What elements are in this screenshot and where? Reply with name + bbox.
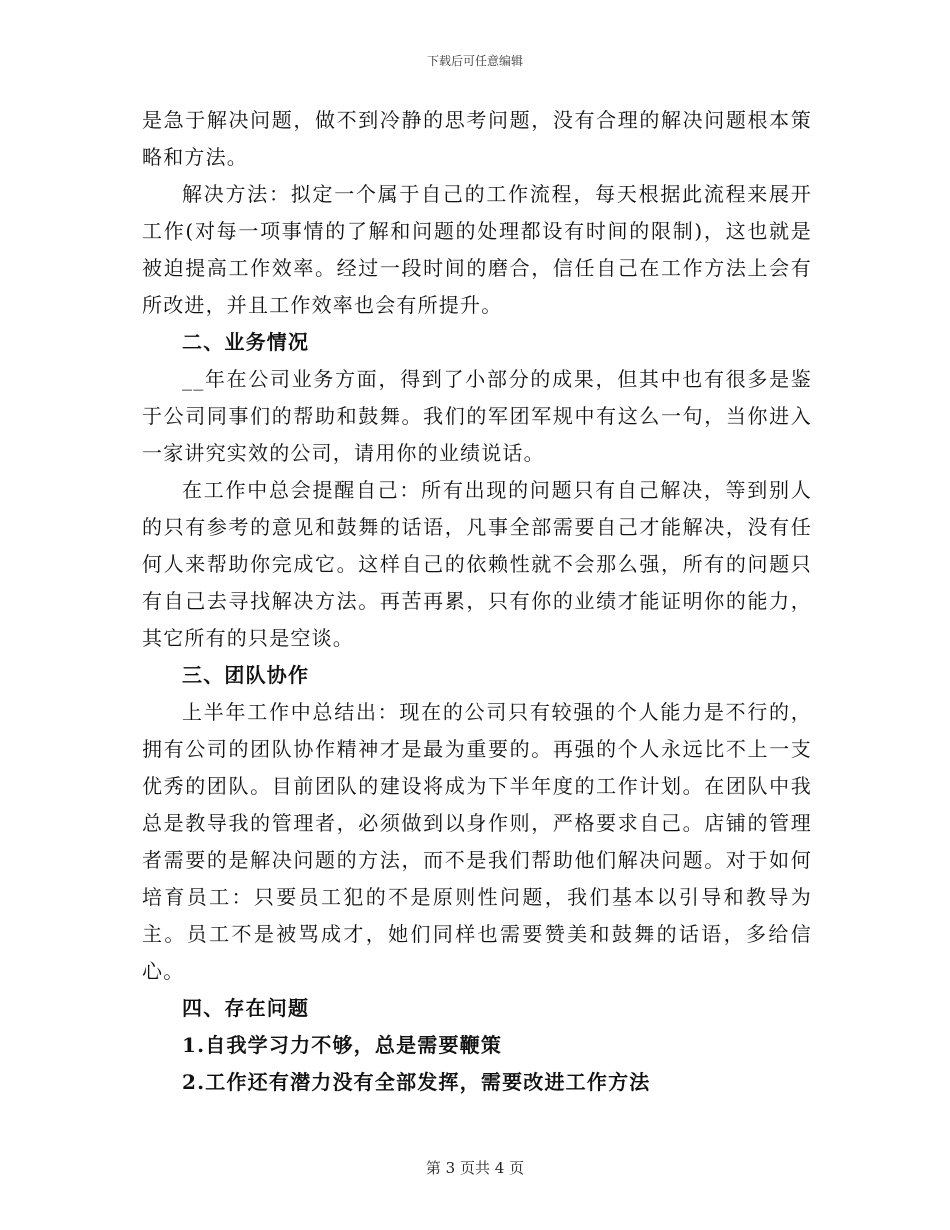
section-heading-teamwork: 三、团队协作 [182, 663, 310, 687]
page-footer: 第 3 页共 4 页 [425, 1159, 525, 1177]
page-header: 下载后可任意编辑 [426, 54, 523, 68]
paragraph-continued: 是急于解决问题，做不到冷静的思考问题，没有合理的解决问题根本策略和方法。 [142, 108, 812, 169]
paragraph-solution: 解决方法：拟定一个属于自己的工作流程，每天根据此流程来展开工作(对每一项事情的了解和问题的处理都设有时间的限制)，这也就是被迫提高工作效率。经过一段时间的磨合，信任自己在工作方法上会有所改进，并且工作效率也会有所提升。 [142, 182, 812, 317]
paragraph-business-1: __年在公司业务方面，得到了小部分的成果，但其中也有很多是鉴于公司同事们的帮助和鼓舞。我们的军团军规中有这么一句，当你进入一家讲究实效的公司，请用你的业绩说话。 [142, 367, 812, 465]
paragraph-business-2: 在工作中总会提醒自己：所有出现的问题只有自己解决，等到别人的只有参考的意见和鼓舞的话语，凡事全部需要自己才能解决，没有任何人来帮助你完成它。这样自己的依赖性就不会那么强，所有的问题只有自己去寻找解决方法。再苦再累，只有你的业绩才能证明你的能力，其它所有的只是空谈。 [142, 478, 812, 650]
document-body [142, 102, 812, 1101]
section-heading-problems: 四、存在问题 [182, 996, 310, 1020]
section-heading-business: 二、业务情况 [182, 330, 310, 354]
problem-item-2: 2.工作还有潜力没有全部发挥，需要改进工作方法 [182, 1070, 651, 1094]
problem-item-1: 1.自我学习力不够，总是需要鞭策 [182, 1033, 503, 1057]
paragraph-teamwork: 上半年工作中总结出：现在的公司只有较强的个人能力是不行的，拥有公司的团队协作精神才是最为重要的。再强的个人永远比不上一支优秀的团队。目前团队的建设将成为下半年度的工作计划。在团队中我总是教导我的管理者，必须做到以身作则，严格要求自己。店铺的管理者需要的是解决问题的方法，而不是我们帮助他们解决问题。对于如何培育员工：只要员工犯的不是原则性问题，我们基本以引导和教导为主。员工不是被骂成才，她们同样也需要赞美和鼓舞的话语，多给信心。 [142, 700, 812, 983]
